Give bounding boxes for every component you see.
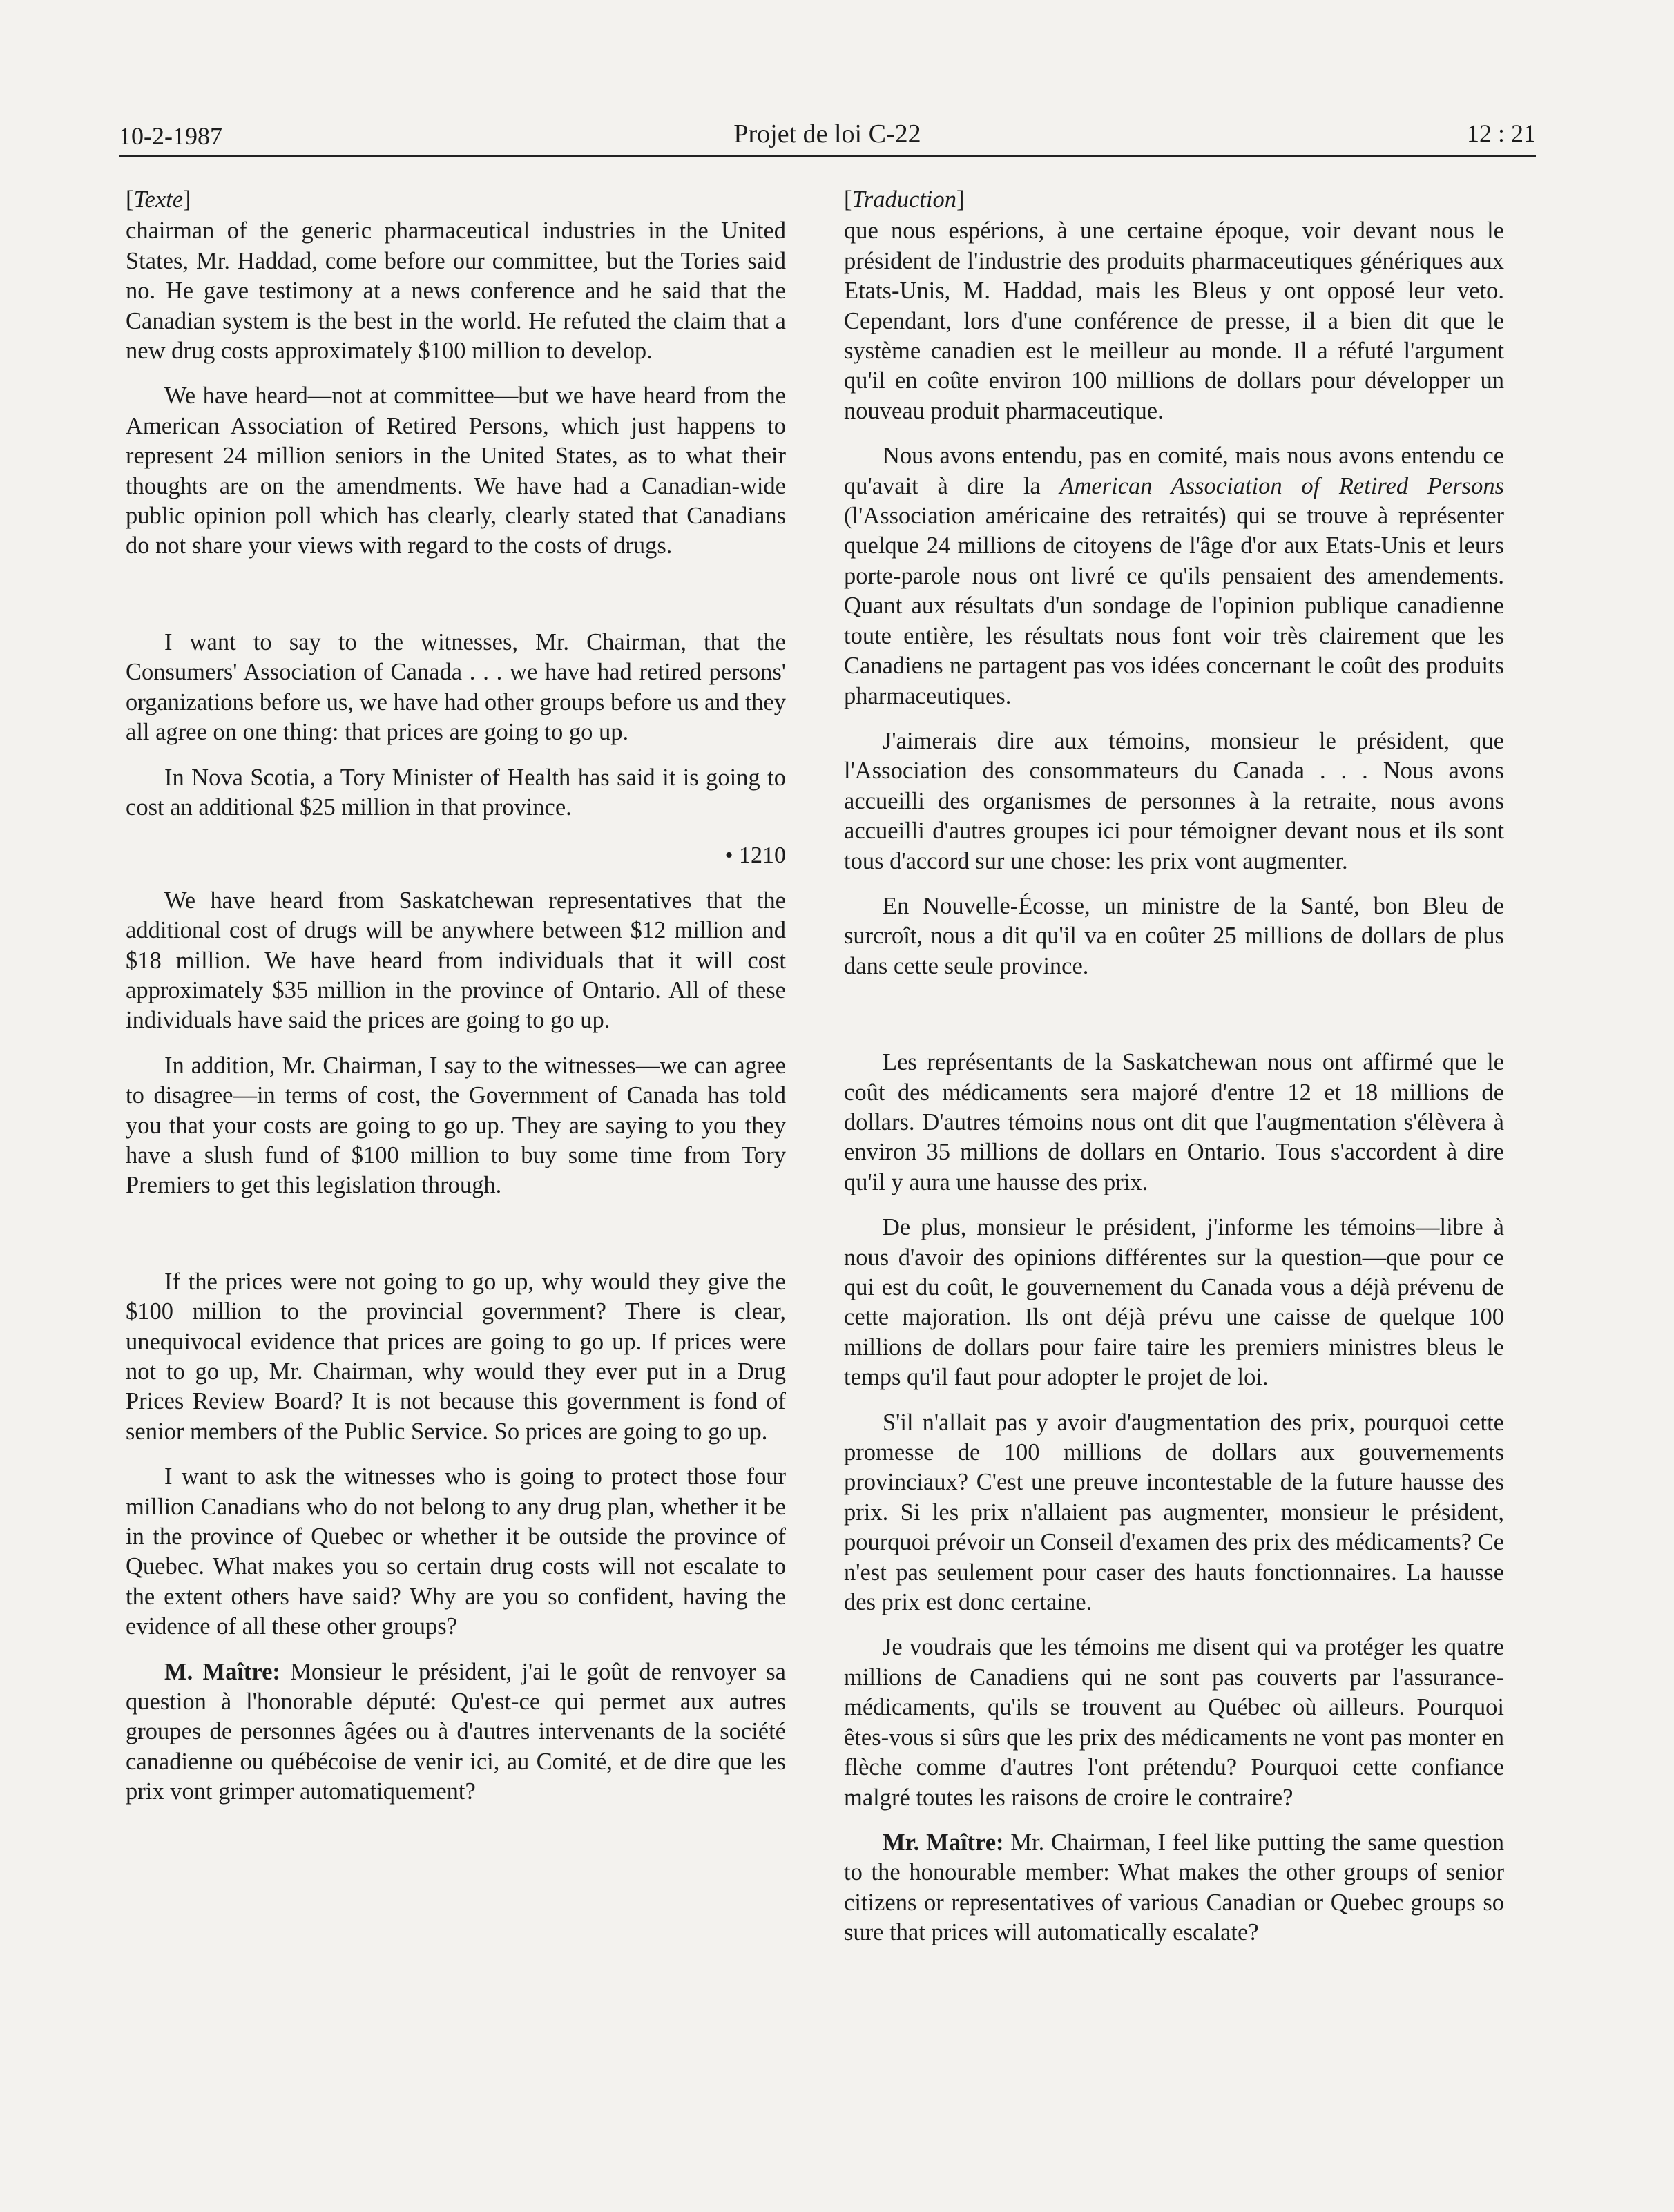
- header-page-number: 12 : 21: [1466, 119, 1536, 147]
- section-tag-traduction: [Traduction]: [844, 186, 965, 213]
- speaker-text: Monsieur le président, j'ai le goût de renvoyer sa question à l'honorable député: Qu'est-ce qui permet aux autres groupes de personnes âgées ou à d'autres intervenants de la société canadienne ou québécoise de venir ici, au Comité, et de dire que les prix vont grimper automatiquement?: [126, 1658, 786, 1805]
- paragraph: I want to ask the witnesses who is going to protect those four million Canadians who do not belong to any drug plan, whether it be in the province of Quebec or whether it be outside the province of Quebec. What makes you so certain drug costs will not escalate to the extent others have said? Why are you so confident, having the evidence of all these other groups?: [126, 1463, 786, 1640]
- paragraph: I want to say to the witnesses, Mr. Chairman, that the Consumers' Association of Canada . . . we have had retired persons' organizations before us, we have had other groups before us and they all agree on one thing: that prices are going to go up.: [126, 628, 786, 746]
- speaker-name: Mr. Maître:: [883, 1829, 1004, 1856]
- paragraph: In Nova Scotia, a Tory Minister of Health has said it is going to cost an additional $25 million in that province.: [126, 764, 786, 820]
- paragraph: S'il n'allait pas y avoir d'augmentation des prix, pourquoi cette promesse de 100 millions de dollars aux gouvernements provinciaux? C'est une preuve incontestable de la future hausse des prix. Si les prix n'allaient pas augmenter, monsieur le président, pourquoi prévoir un Conseil d'examen des prix des médicaments? Ce n'est pas seulement pour caser des hauts fonctionnaires. La hausse des prix est donc certaine.: [844, 1409, 1504, 1616]
- paragraph: In addition, Mr. Chairman, I say to the witnesses—we can agree to disagree—in terms of cost, the Government of Canada has told you that your costs are going to go up. They are saying to you they have a slush fund of $100 million to buy some time from Tory Premiers to get this legislation through.: [126, 1052, 786, 1199]
- time-marker: • 1210: [724, 843, 786, 869]
- paragraph: Nous avons entendu, pas en comité, mais nous avons entendu ce qu'avait à dire la American Association of Retired Persons (l'Association américaine des retraités) qui se trouve à représenter quelque 24 millions de citoyens de l'âge d'or aux Etats-Unis et leurs porte-parole nous ont livré ce qu'ils pensaient des amendements. Quant aux résultats d'un sondage de l'opinion publique canadienne toute entière, les résultats nous font voir très clairement que les Canadiens ne partagent pas vos idées concernant le coût des produits pharmaceutiques.: [844, 443, 1504, 709]
- left-column: [126, 185, 786, 1807]
- paragraph: que nous espérions, à une certaine époque, voir devant nous le président de l'industrie des produits pharmaceutiques génériques aux Etats-Unis, M. Haddad, mais les Bleus y ont opposé leur veto. Cependant, lors d'une conférence de presse, il a bien dit que le système canadien est le meilleur au monde. Il a réfuté l'argument qu'il en coûte environ 100 millions de dollars pour développer un nouveau produit pharmaceutique.: [844, 218, 1504, 424]
- page-header: [119, 112, 1536, 157]
- paragraph: En Nouvelle-Écosse, un ministre de la Santé, bon Bleu de surcroît, nous a dit qu'il va en coûter 25 millions de dollars de plus dans cette seule province.: [844, 892, 1504, 979]
- organization-name: American Association of Retired Persons: [1059, 472, 1504, 499]
- paragraph: De plus, monsieur le président, j'informe les témoins—libre à nous d'avoir des opinions différentes sur la question—que pour ce qui est du coût, le gouvernement du Canada vous a déjà prévenu de cette majoration. Ils ont déjà prévu une caisse de quelque 100 millions de dollars pour faire taire les premiers ministres bleus le temps qu'il faut pour adopter le projet de loi.: [844, 1214, 1504, 1391]
- header-date: 10-2-1987: [119, 122, 222, 150]
- paragraph: Je voudrais que les témoins me disent qui va protéger les quatre millions de Canadiens qui ne sont pas couverts par l'assurance-médicaments, qu'ils se trouvent au Québec où ailleurs. Pourquoi êtes-vous si sûrs que les prix des médicaments ne vont pas monter en flèche comme d'autres l'ont prétendu? Pourquoi cette confiance malgré toutes les raisons de croire le contraire?: [844, 1634, 1504, 1811]
- speaker-paragraph: [126, 1657, 786, 1807]
- paragraph: Les représentants de la Saskatchewan nous ont affirmé que le coût des médicaments sera majoré d'entre 12 et 18 millions de dollars. D'autres témoins nous ont dit que l'augmentation s'élèvera à environ 35 millions de dollars en Ontario. Tous s'accordent à dire qu'il y aura une hausse des prix.: [844, 1049, 1504, 1195]
- paragraph: If the prices were not going to go up, why would they give the $100 million to the provincial government? There is clear, unequivocal evidence that prices are going to go up. If prices were not to go up, Mr. Chairman, why would they ever put in a Drug Prices Review Board? It is not because this government is fond of senior members of the Public Service. So prices are going to go up.: [126, 1268, 786, 1445]
- paragraph: J'aimerais dire aux témoins, monsieur le président, que l'Association des consommateurs du Canada . . . Nous avons accueilli des organismes de personnes à la retraite, nous avons accueilli d'autres groupes ici pour témoigner devant nous et ils sont tous d'accord sur une chose: les prix vont augmenter.: [844, 727, 1504, 874]
- header-title: Projet de loi C-22: [733, 119, 921, 148]
- paragraph: We have heard from Saskatchewan representatives that the additional cost of drugs will be anywhere between $12 million and $18 million. We have heard from individuals that it will cost approximately $35 million in the province of Ontario. All of these individuals have said the prices are going to go up.: [126, 887, 786, 1034]
- right-column: [844, 185, 1504, 1948]
- paragraph: chairman of the generic pharmaceutical industries in the United States, Mr. Haddad, come before our committee, but the Tories said no. He gave testimony at a news conference and he said that the Canadian system is the best in the world. He refuted the claim that a new drug costs approximately $100 million to develop.: [126, 218, 786, 365]
- speaker-name: M. Maître:: [164, 1658, 280, 1685]
- speaker-text: Mr. Chairman, I feel like putting the same question to the honourable member: What makes the other groups of senior citizens or representatives of various Canadian or Quebec groups so sure that prices will automatically escalate?: [844, 1829, 1504, 1946]
- paragraph: We have heard—not at committee—but we have heard from the American Association of Retired Persons, which just happens to represent 24 million seniors in the United States, as to what their thoughts are on the amendments. We have had a Canadian-wide public opinion poll which has clearly, clearly stated that Canadians do not share your views with regard to the costs of drugs.: [126, 383, 786, 559]
- speaker-paragraph: [844, 1828, 1504, 1948]
- section-tag-texte: [Texte]: [126, 186, 191, 213]
